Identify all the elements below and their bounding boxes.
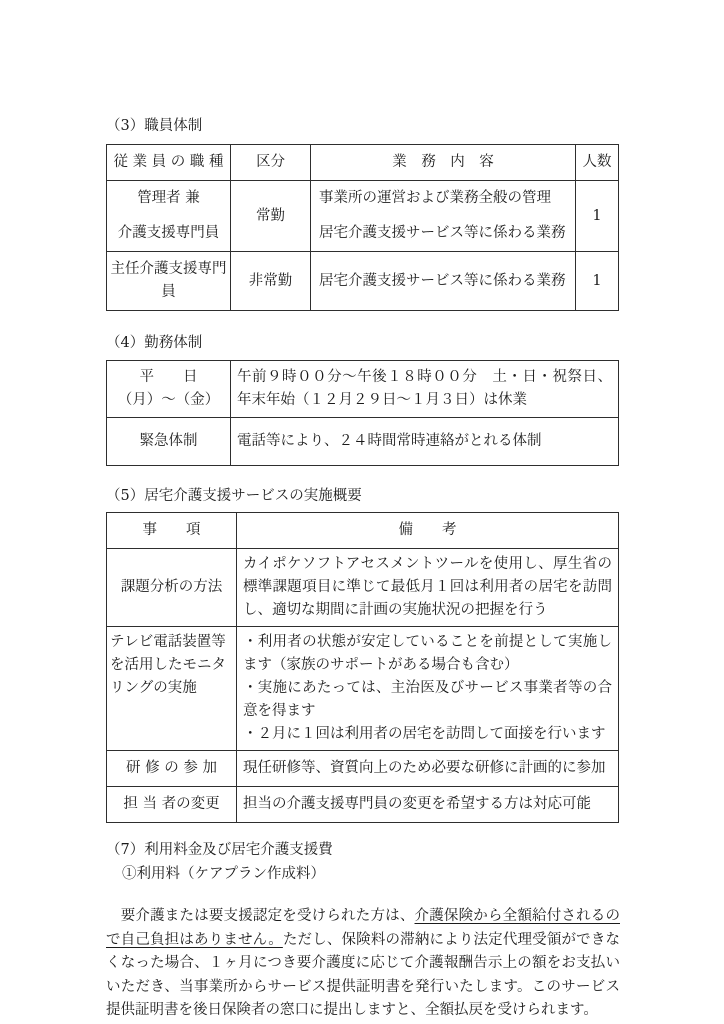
cell-schedule-value: 電話等により、２４時間常時連絡がとれる体制 <box>231 418 619 466</box>
cell-count: 1 <box>576 252 619 311</box>
duty-line: 居宅介護支援サービス等に係わる業務 <box>319 225 566 241</box>
section-heading-service-overview: （5）居宅介護支援サービスの実施概要 <box>106 488 362 504</box>
cell-jobtype: 主任介護支援専門員 <box>107 252 231 311</box>
section-heading-work-schedule: （4）勤務体制 <box>106 335 203 351</box>
cell-duty: 居宅介護支援サービス等に係わる業務 <box>311 252 576 311</box>
cell-note: カイポケソフトアセスメントツールを使用し、厚生省の標準課題項目に準じて最低月１回は利用者の居宅を訪問し、適切な期間に計画の実施状況の把握を行う <box>237 549 619 627</box>
note-bullet: ・利用者の状態が安定していることを前提として実施します（家族のサポートがある場合も含む） <box>243 634 612 673</box>
table-row <box>107 627 619 751</box>
cell-schedule-label <box>107 361 231 418</box>
staff-table-header-row <box>107 145 619 181</box>
duty-line: 事業所の運営および業務全般の管理 <box>319 190 551 206</box>
fees-text-underlined: 介護保険から全額給付されるので自己負担はありません。 <box>106 908 620 948</box>
col-header-duty: 業 務 内 容 <box>311 145 576 181</box>
fees-text-before: 要介護または要支援認定を受けられた方は、 <box>106 908 415 924</box>
cell-note: 現任研修等、資質向上のため必要な研修に計画的に参加 <box>237 751 619 787</box>
subsection-heading-usage-fee: ①利用料（ケアプラン作成料） <box>122 866 325 882</box>
cell-count: 1 <box>576 181 619 252</box>
overview-table-header-row <box>107 513 619 549</box>
service-overview-table <box>106 512 619 823</box>
work-schedule-table <box>106 360 619 466</box>
table-row <box>107 181 619 252</box>
col-header-count: 人数 <box>576 145 619 181</box>
cell-note <box>237 627 619 751</box>
cell-schedule-value: 午前９時００分～午後１８時００分 土・日・祝祭日、年末年始（１２月２９日～１月３日）は休業 <box>231 361 619 418</box>
cell-duty <box>311 181 576 252</box>
col-header-kubun: 区分 <box>231 145 311 181</box>
table-row <box>107 751 619 787</box>
cell-note: 担当の介護支援専門員の変更を希望する方は対応可能 <box>237 787 619 823</box>
cell-kubun: 常勤 <box>231 181 311 252</box>
schedule-label-line: 平 日 <box>139 369 198 385</box>
section-heading-staff-structure: （3）職員体制 <box>106 118 203 134</box>
cell-item-label: テレビ電話装置等を活用したモニタリングの実施 <box>107 627 237 751</box>
jobtype-line: 介護支援専門員 <box>117 225 220 241</box>
staff-structure-table <box>106 144 619 311</box>
cell-item-label: 担 当 者の変更 <box>107 787 237 823</box>
col-header-item: 事 項 <box>107 513 237 549</box>
table-row <box>107 787 619 823</box>
jobtype-line: 管理者 兼 <box>137 190 200 206</box>
note-bullet: ・実施にあたっては、主治医及びサービス事業者等の合意を得ます <box>243 680 612 719</box>
table-row <box>107 549 619 627</box>
table-row <box>107 418 619 466</box>
cell-jobtype <box>107 181 231 252</box>
table-row <box>107 361 619 418</box>
schedule-label-line: （月）～（金） <box>117 392 220 408</box>
col-header-note: 備 考 <box>237 513 619 549</box>
document-content <box>106 0 620 1023</box>
fees-paragraph <box>106 905 620 1023</box>
table-row <box>107 252 619 311</box>
cell-kubun: 非常勤 <box>231 252 311 311</box>
cell-item-label: 課題分析の方法 <box>107 549 237 627</box>
cell-item-label: 研 修 の 参 加 <box>107 751 237 787</box>
note-bullet: ・２月に１回は利用者の居宅を訪問して面接を行います <box>243 726 606 742</box>
col-header-jobtype: 従 業 員 の 職 種 <box>107 145 231 181</box>
cell-schedule-label: 緊急体制 <box>107 418 231 466</box>
section-heading-fees: （7）利用料金及び居宅介護支援費 <box>106 842 333 858</box>
fees-text-after: ただし、保険料の滞納により法定代理受領ができなくなった場合、１ヶ月につき要介護度に応じて介護報酬告示上の額をお支払いいただき、当事業所からサービス提供証明書を発行いたします。このサービス提供証明書を後日保険者の窓口に提出しますと、全額払戻を受けられます。 <box>106 931 620 1018</box>
